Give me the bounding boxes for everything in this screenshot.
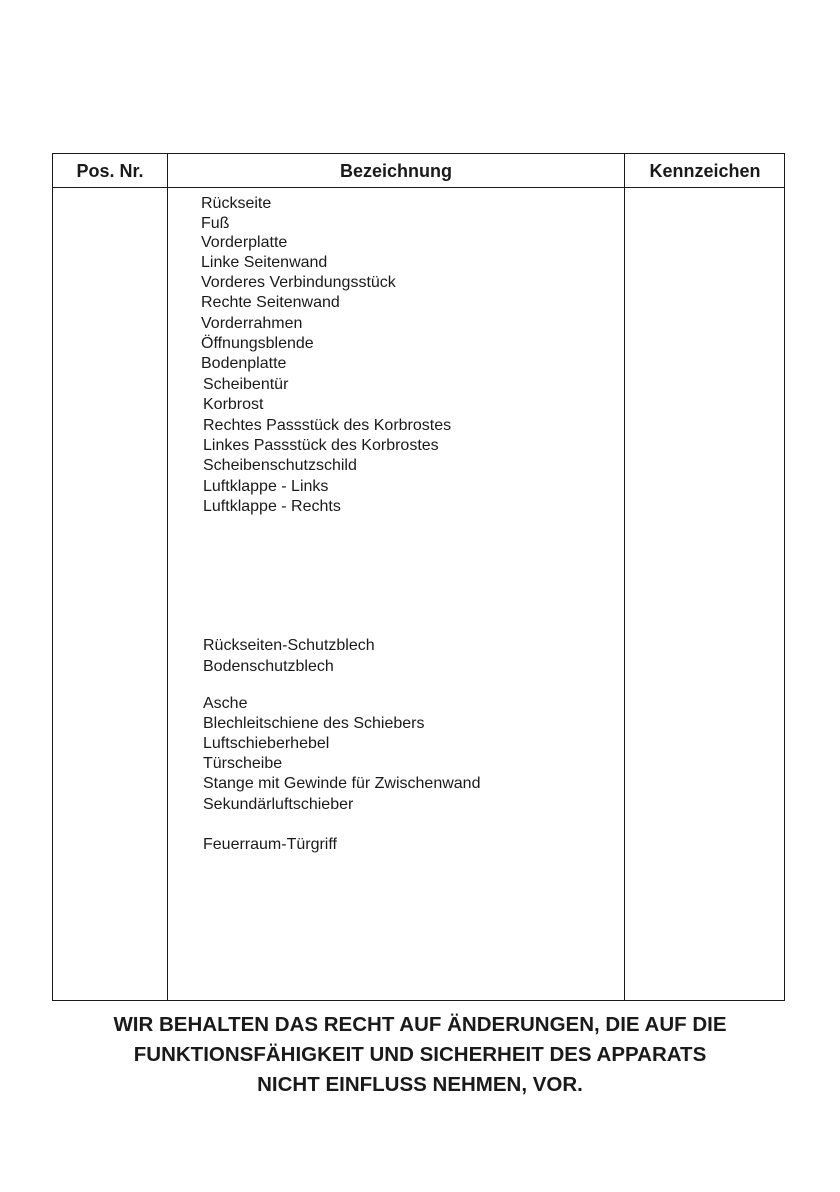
list-item: Stange mit Gewinde für Zwischenwand [203, 775, 481, 792]
list-item: Luftklappe - Rechts [203, 498, 341, 515]
list-item: Öffnungsblende [201, 335, 314, 352]
list-item: Scheibenschutzschild [203, 457, 357, 474]
disclaimer-line: WIR BEHALTEN DAS RECHT AUF ÄNDERUNGEN, DIE AUF DIE [113, 1013, 727, 1036]
list-item: Vorderes Verbindungsstück [201, 274, 396, 291]
column-divider [167, 154, 168, 1000]
list-item: Vorderplatte [201, 234, 288, 251]
list-item: Bodenschutzblech [203, 658, 334, 675]
list-item: Linke Seitenwand [201, 254, 328, 271]
disclaimer-line: FUNKTIONSFÄHIGKEIT UND SICHERHEIT DES APPARATS [133, 1043, 707, 1066]
list-item: Scheibentür [203, 376, 289, 393]
disclaimer-line: NICHT EINFLUSS NEHMEN, VOR. [257, 1073, 583, 1096]
list-item: Türscheibe [203, 755, 283, 772]
parts-table [52, 153, 785, 1001]
list-item: Sekundärluftschieber [203, 796, 354, 813]
list-item: Linkes Passstück des Korbrostes [203, 437, 439, 454]
list-item: Fuß [201, 215, 230, 232]
list-item: Blechleitschiene des Schiebers [203, 715, 425, 732]
list-item: Vorderrahmen [201, 315, 303, 332]
list-item: Bodenplatte [201, 355, 287, 372]
list-item: Luftklappe - Links [203, 478, 329, 495]
list-item: Rückseite [201, 195, 272, 212]
table-header-row [53, 154, 784, 188]
header-pos-nr: Pos. Nr. [76, 161, 144, 181]
header-kennzeichen: Kennzeichen [649, 161, 761, 181]
list-item: Rechte Seitenwand [201, 294, 340, 311]
header-bezeichnung: Bezeichnung [339, 161, 452, 181]
list-item: Luftschieberhebel [203, 735, 330, 752]
list-item: Feuerraum-Türgriff [203, 836, 337, 853]
list-item: Asche [203, 695, 248, 712]
disclaimer-note [20, 1010, 820, 1100]
list-item: Rechtes Passstück des Korbrostes [203, 417, 452, 434]
list-item: Korbrost [203, 396, 264, 413]
list-item: Rückseiten-Schutzblech [203, 637, 375, 654]
column-divider [624, 154, 625, 1000]
